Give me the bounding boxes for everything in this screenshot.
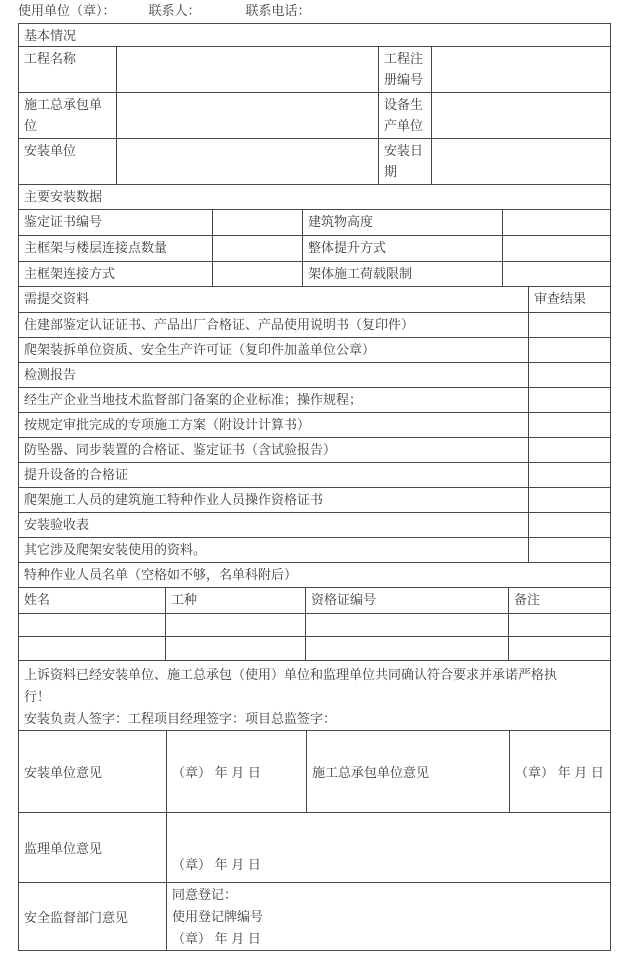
- install-unit-value[interactable]: [117, 139, 379, 185]
- project-reg-no-label: 工程注册编号: [379, 47, 432, 93]
- doc-item-label: 爬架施工人员的建筑施工特种作业人员操作资格证书: [19, 488, 529, 513]
- project-reg-no-value[interactable]: [432, 47, 611, 93]
- confirmation-cell: [19, 661, 611, 731]
- safety-dept-opinion-cell[interactable]: [167, 883, 611, 951]
- review-result-cell[interactable]: [529, 488, 611, 513]
- basic-info-table: [18, 23, 611, 185]
- col-header-name: 姓名: [19, 588, 166, 614]
- supervisor-opinion-date[interactable]: （章） 年 月 日: [167, 813, 611, 883]
- supervision-table: [18, 812, 611, 951]
- lift-method-value[interactable]: [503, 236, 611, 262]
- col-header-trade: 工种: [166, 588, 306, 614]
- signature-line: 安装负责人签字：工程项目经理签字：项目总监签字：: [24, 711, 337, 726]
- project-name-label: 工程名称: [19, 47, 117, 93]
- review-result-cell[interactable]: [529, 538, 611, 563]
- review-result-cell[interactable]: [529, 438, 611, 463]
- install-date-label: 安装日期: [379, 139, 432, 185]
- frame-connect-count-value[interactable]: [213, 236, 303, 262]
- confirmation-statement: 上诉资料已经安装单位、施工总承包（使用）单位和监理单位共同确认符合要求并承诺严格执行！: [24, 667, 558, 704]
- person-cert-cell[interactable]: [306, 637, 509, 661]
- person-trade-cell[interactable]: [166, 637, 306, 661]
- doc-item-label: 住建部鉴定认证证书、产品出厂合格证、产品使用说明书（复印件）: [19, 313, 529, 338]
- doc-item-label: 其它涉及爬架安装使用的资料。: [19, 538, 529, 563]
- contact-label: 联系人：: [148, 3, 201, 18]
- install-data-table: [18, 184, 611, 287]
- person-remark-cell[interactable]: [509, 637, 611, 661]
- doc-item-label: 经生产企业当地技术监督部门备案的企业标准；操作规程；: [19, 388, 529, 413]
- review-result-cell[interactable]: [529, 413, 611, 438]
- col-header-remark: 备注: [509, 588, 611, 614]
- review-result-cell[interactable]: [529, 463, 611, 488]
- basic-info-title: 基本情况: [19, 24, 611, 47]
- doc-item-label: 防坠器、同步装置的合格证、鉴定证书（含试验报告）: [19, 438, 529, 463]
- install-unit-label: 安装单位: [19, 139, 117, 185]
- cert-no-label: 鉴定证书编号: [19, 210, 213, 236]
- documents-table: [18, 286, 611, 563]
- contractor-opinion-date[interactable]: （章） 年 月 日: [510, 731, 611, 813]
- install-date-value[interactable]: [432, 139, 611, 185]
- person-name-cell[interactable]: [19, 614, 166, 637]
- personnel-table: [18, 562, 611, 661]
- supervisor-opinion-label: 监理单位意见: [19, 813, 167, 883]
- doc-item-label: 安装验收表: [19, 513, 529, 538]
- doc-item-label: 按规定审批完成的专项施工方案（附设计计算书）: [19, 413, 529, 438]
- doc-item-label: 提升设备的合格证: [19, 463, 529, 488]
- contractor-opinion-label: 施工总承包单位意见: [307, 731, 510, 813]
- safety-agree-line: 同意登记：: [172, 887, 238, 902]
- doc-item-label: 检测报告: [19, 363, 529, 388]
- general-contractor-value[interactable]: [117, 93, 379, 139]
- frame-connect-type-value[interactable]: [213, 262, 303, 287]
- review-result-cell[interactable]: [529, 388, 611, 413]
- frame-connect-count-label: 主框架与楼层连接点数量: [19, 236, 213, 262]
- review-result-cell[interactable]: [529, 513, 611, 538]
- cert-no-value[interactable]: [213, 210, 303, 236]
- install-data-title: 主要安装数据: [19, 185, 611, 210]
- doc-item-label: 爬架装拆单位资质、安全生产许可证（复印件加盖单位公章）: [19, 338, 529, 363]
- load-limit-value[interactable]: [503, 262, 611, 287]
- safety-permit-no-line: 使用登记牌编号: [172, 909, 264, 924]
- col-header-cert-no: 资格证编号: [306, 588, 509, 614]
- building-height-label: 建筑物高度: [303, 210, 503, 236]
- lift-method-label: 整体提升方式: [303, 236, 503, 262]
- equipment-maker-value[interactable]: [432, 93, 611, 139]
- review-result-cell[interactable]: [529, 338, 611, 363]
- load-limit-label: 架体施工荷载限制: [303, 262, 503, 287]
- review-result-header: 审查结果: [529, 287, 611, 313]
- documents-header-label: 需提交资料: [19, 287, 529, 313]
- frame-connect-type-label: 主框架连接方式: [19, 262, 213, 287]
- review-result-cell[interactable]: [529, 363, 611, 388]
- install-unit-opinion-date[interactable]: （章） 年 月 日: [167, 731, 307, 813]
- install-unit-opinion-label: 安装单位意见: [19, 731, 167, 813]
- top-header-line: [18, 3, 610, 19]
- safety-dept-opinion-label: 安全监督部门意见: [19, 883, 167, 951]
- building-height-value[interactable]: [503, 210, 611, 236]
- general-contractor-label: 施工总承包单位: [19, 93, 117, 139]
- use-unit-label: 使用单位（章）：: [18, 3, 116, 18]
- person-remark-cell[interactable]: [509, 614, 611, 637]
- safety-date-line: （章） 年 月 日: [172, 931, 261, 946]
- review-result-cell[interactable]: [529, 313, 611, 338]
- person-name-cell[interactable]: [19, 637, 166, 661]
- person-trade-cell[interactable]: [166, 614, 306, 637]
- project-name-value[interactable]: [117, 47, 379, 93]
- confirmation-table: [18, 660, 611, 731]
- personnel-title: 特种作业人员名单（空格如不够，名单科附后）: [19, 563, 611, 588]
- person-cert-cell[interactable]: [306, 614, 509, 637]
- opinions-table: [18, 730, 611, 813]
- phone-label: 联系电话：: [245, 3, 311, 18]
- equipment-maker-label: 设备生产单位: [379, 93, 432, 139]
